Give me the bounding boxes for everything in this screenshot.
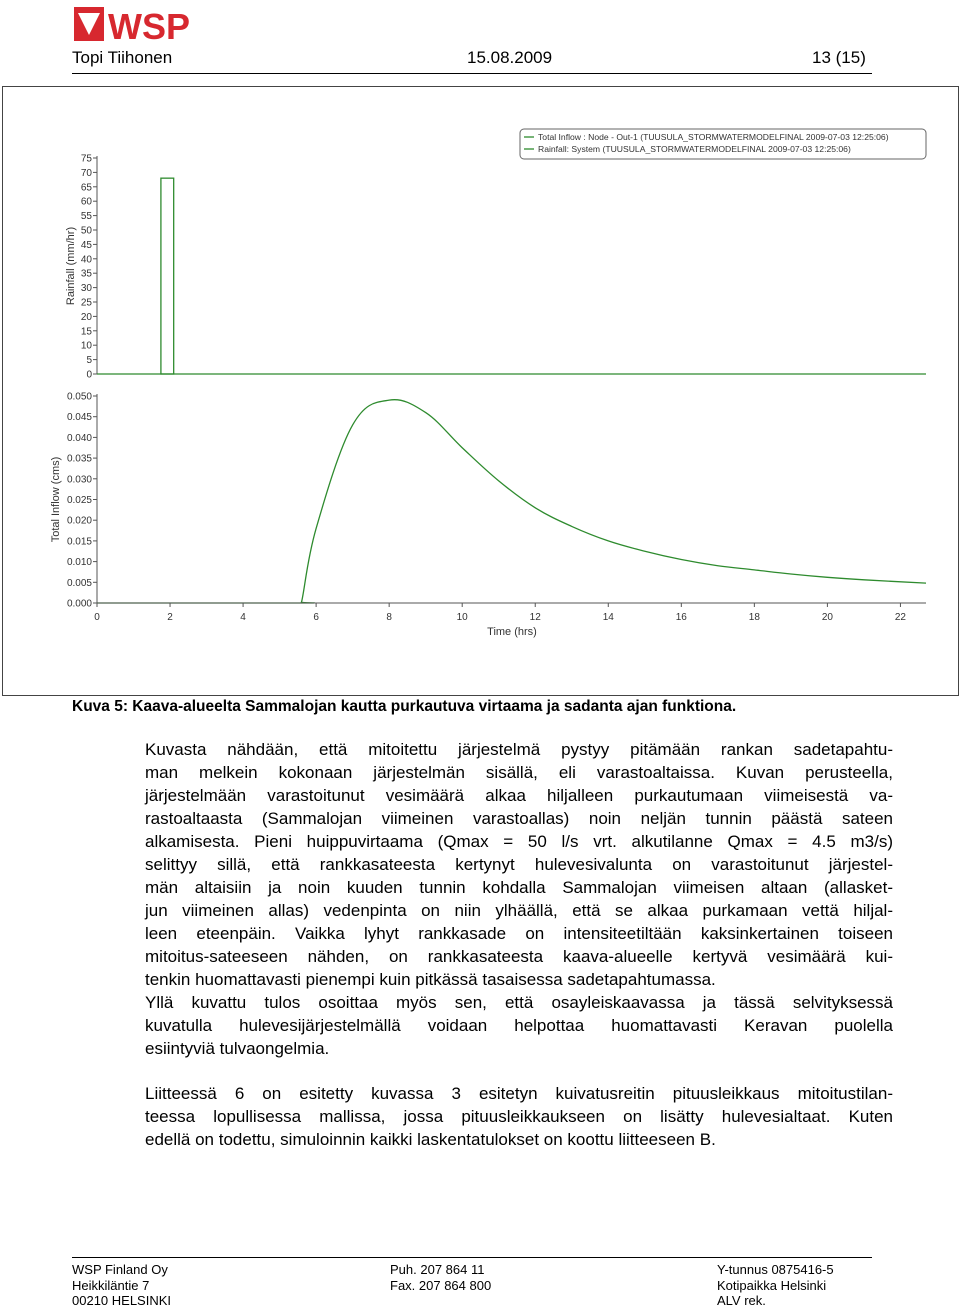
text-line: esiintyviä tulvaongelmia. bbox=[145, 1037, 893, 1060]
x-tick-label: 14 bbox=[603, 612, 615, 623]
y-tick-label: 75 bbox=[81, 154, 93, 165]
y-tick-label: 0.025 bbox=[67, 495, 92, 506]
text-line: teessa lopullisessa mallissa, jossa pituusleikkaukseen on lisätty hulevesialtaat. Kuten bbox=[145, 1105, 893, 1128]
footer-line: ALV rek. bbox=[717, 1293, 834, 1309]
y-tick-label: 65 bbox=[81, 182, 93, 193]
text-line: alkamisesta. Pieni huippuvirtaama (Qmax = 50 l/s vrt. alkutilanne Qmax = 4.5 m3/s) bbox=[145, 830, 893, 853]
text-line: Yllä kuvattu tulos osoittaa myös sen, että osayleiskaavassa ja tässä selvityksessä bbox=[145, 991, 893, 1014]
text-line: Kuvasta nähdään, että mitoitettu järjestelmä pystyy pitämään rankan sadetapahtu- bbox=[145, 738, 893, 761]
y-tick-label: 10 bbox=[81, 341, 93, 352]
x-tick-label: 4 bbox=[240, 612, 246, 623]
text-line: selittyy sillä, että rankkasateesta kertynyt hulevesivalunta on varastoitunut järjestel- bbox=[145, 853, 893, 876]
y-tick-label: 0.040 bbox=[67, 433, 92, 444]
header-page-number: 13 (15) bbox=[812, 48, 866, 68]
y-tick-label: 35 bbox=[81, 269, 93, 280]
y-tick-label: 15 bbox=[81, 326, 93, 337]
x-tick-label: 16 bbox=[676, 612, 688, 623]
x-tick-label: 6 bbox=[313, 612, 319, 623]
y-tick-label: 0.000 bbox=[67, 599, 92, 610]
y-tick-label: 5 bbox=[86, 355, 92, 366]
x-tick-label: 22 bbox=[895, 612, 907, 623]
y-tick-label: 0.015 bbox=[67, 536, 92, 547]
y-tick-label: 20 bbox=[81, 312, 93, 323]
y-tick-label: 0.045 bbox=[67, 412, 92, 423]
footer-line: Heikkiläntie 7 bbox=[72, 1278, 171, 1294]
footer-registration bbox=[717, 1262, 834, 1309]
text-line: leen eteenpäin. Vaikka lyhyt rankkasade on intensiteetiltään kaksinkertainen toiseen bbox=[145, 922, 893, 945]
x-tick-label: 8 bbox=[386, 612, 392, 623]
y-tick-label: 45 bbox=[81, 240, 93, 251]
footer-line: Y-tunnus 0875416-5 bbox=[717, 1262, 834, 1278]
y-tick-label: 0.010 bbox=[67, 557, 92, 568]
text-line: järjestelmään varastoitunut vesimäärä alkaa hiljalleen purkautumaan viimeisestä va- bbox=[145, 784, 893, 807]
y-tick-label: 30 bbox=[81, 283, 93, 294]
y-tick-label: 0.030 bbox=[67, 474, 92, 485]
text-line: mitoitus-sateeseen nähden, on rankkasateesta kaava-alueelle kertyvä vesimäärä kui- bbox=[145, 945, 893, 968]
inflow-line bbox=[97, 400, 926, 603]
footer-line: WSP Finland Oy bbox=[72, 1262, 171, 1278]
x-tick-label: 2 bbox=[167, 612, 173, 623]
footer-line: Puh. 207 864 11 bbox=[390, 1262, 491, 1278]
y-tick-label: 25 bbox=[81, 298, 93, 309]
body-paragraph-2 bbox=[145, 1082, 893, 1151]
y-tick-label: 0 bbox=[86, 370, 92, 381]
text-line: tenkin huomattavasti pienempi kuin pitkässä tasaisessa sadetapahtumassa. bbox=[145, 968, 893, 991]
rainfall-bar bbox=[161, 178, 174, 374]
x-tick-label: 0 bbox=[94, 612, 100, 623]
footer-company bbox=[72, 1262, 171, 1309]
x-tick-label: 12 bbox=[530, 612, 542, 623]
y-tick-label: 0.020 bbox=[67, 516, 92, 527]
y-tick-label: 70 bbox=[81, 168, 93, 179]
x-tick-label: 18 bbox=[749, 612, 761, 623]
y-tick-label: 60 bbox=[81, 197, 93, 208]
logo-text: WSP bbox=[108, 6, 190, 45]
legend-label: Total Inflow : Node - Out-1 (TUUSULA_STORMWATERMODELFINAL 2009-07-03 12:25:06) bbox=[538, 132, 889, 142]
y-tick-label: 50 bbox=[81, 226, 93, 237]
footer-line: Kotipaikka Helsinki bbox=[717, 1278, 834, 1294]
y-tick-label: 0.050 bbox=[67, 392, 92, 403]
x-tick-label: 20 bbox=[822, 612, 834, 623]
text-line: rastoaltaasta (Sammalojan viimeinen varastoallas) noin neljän tunnin päästä sateen bbox=[145, 807, 893, 830]
text-line: man melkein kokonaan järjestelmän sisällä, eli varastoaltaissa. Kuvan perusteella, bbox=[145, 761, 893, 784]
header-author: Topi Tiihonen bbox=[72, 48, 172, 68]
text-line: män altaisiin ja noin kuuden tunnin kohdalla Sammalojan viimeisen altaan (allasket- bbox=[145, 876, 893, 899]
footer-line: 00210 HELSINKI bbox=[72, 1293, 171, 1309]
footer-contact bbox=[390, 1262, 491, 1293]
footer-line: Fax. 207 864 800 bbox=[390, 1278, 491, 1294]
figure-caption: Kuva 5: Kaava-alueelta Sammalojan kautta purkautuva virtaama ja sadanta ajan funktiona. bbox=[72, 698, 736, 716]
y-axis-label: Total Inflow (cms) bbox=[50, 457, 62, 543]
footer-rule bbox=[72, 1257, 872, 1258]
legend-label: Rainfall: System (TUUSULA_STORMWATERMODELFINAL 2009-07-03 12:25:06) bbox=[538, 144, 851, 154]
x-tick-label: 10 bbox=[457, 612, 469, 623]
text-line: jun viimeinen allas) vedenpinta on niin ylhäällä, että se alkaa purkamaan vettä hiljal- bbox=[145, 899, 893, 922]
y-tick-label: 0.035 bbox=[67, 454, 92, 465]
y-axis-label: Rainfall (mm/hr) bbox=[65, 227, 77, 305]
text-line: edellä on todettu, simuloinnin kaikki laskentatulokset on koottu liitteeseen B. bbox=[145, 1128, 893, 1151]
text-line: kuvatulla hulevesijärjestelmällä voidaan helpottaa huomattavasti Keravan puolella bbox=[145, 1014, 893, 1037]
body-paragraph-1 bbox=[145, 738, 893, 1060]
text-line: Liitteessä 6 on esitetty kuvassa 3 esitetyn kuivatusreitin pituusleikkaus mitoitustilan- bbox=[145, 1082, 893, 1105]
header-date: 15.08.2009 bbox=[467, 48, 552, 68]
y-tick-label: 0.005 bbox=[67, 578, 92, 589]
y-tick-label: 55 bbox=[81, 211, 93, 222]
x-axis-label: Time (hrs) bbox=[487, 626, 537, 638]
y-tick-label: 40 bbox=[81, 254, 93, 265]
